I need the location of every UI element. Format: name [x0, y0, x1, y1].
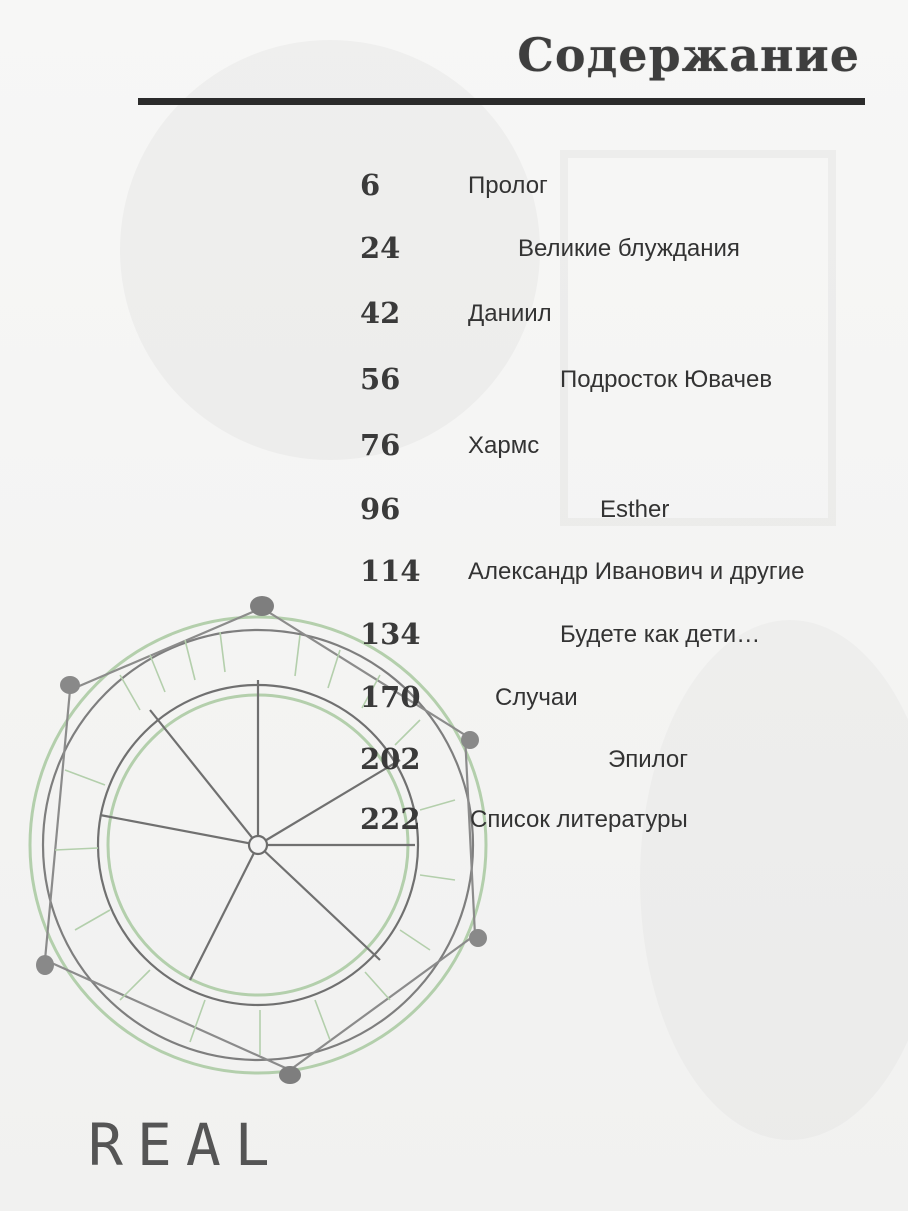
toc-chapter-title: Хармс [468, 432, 540, 459]
toc-chapter-title: Александр Иванович и другие [468, 558, 805, 585]
toc-entry[interactable] [360, 742, 880, 782]
toc-page-number: 42 [360, 296, 401, 330]
toc-page-number: 96 [360, 492, 401, 526]
toc-page-number: 24 [360, 231, 401, 265]
toc-chapter-title: Великие блуждания [518, 235, 740, 262]
toc-page-number: 170 [360, 680, 421, 714]
handwritten-real-text: REAL [88, 1111, 284, 1179]
toc-entry[interactable] [360, 617, 880, 657]
toc-page-number: 6 [360, 168, 381, 202]
toc-chapter-title: Будете как дети… [560, 621, 761, 648]
toc-page-number: 56 [360, 362, 401, 396]
toc-entry[interactable] [360, 231, 880, 271]
toc-page-number: 114 [360, 554, 421, 588]
toc-page-number: 222 [360, 802, 421, 836]
toc-chapter-title: Эпилог [608, 746, 689, 773]
toc-chapter-title: Случаи [495, 684, 578, 711]
toc-entry[interactable] [360, 554, 880, 594]
toc-chapter-title: Список литературы [470, 806, 688, 833]
toc-entry[interactable] [360, 362, 880, 402]
toc-entry[interactable] [360, 428, 880, 468]
toc-chapter-title: Даниил [468, 300, 552, 327]
toc-entry[interactable] [360, 680, 880, 720]
toc-page-number: 134 [360, 617, 421, 651]
toc-chapter-title: Пролог [468, 172, 548, 199]
toc-page-number: 76 [360, 428, 401, 462]
toc-chapter-title: Esther [600, 496, 670, 523]
page-title: Содержание [517, 28, 860, 82]
toc-chapter-title: Подросток Ювачев [560, 366, 773, 393]
toc-entry[interactable] [360, 168, 880, 208]
toc-entry[interactable] [360, 296, 880, 336]
toc-entry[interactable] [360, 802, 880, 842]
toc-page-number: 202 [360, 742, 421, 776]
toc-entry[interactable] [360, 492, 880, 532]
